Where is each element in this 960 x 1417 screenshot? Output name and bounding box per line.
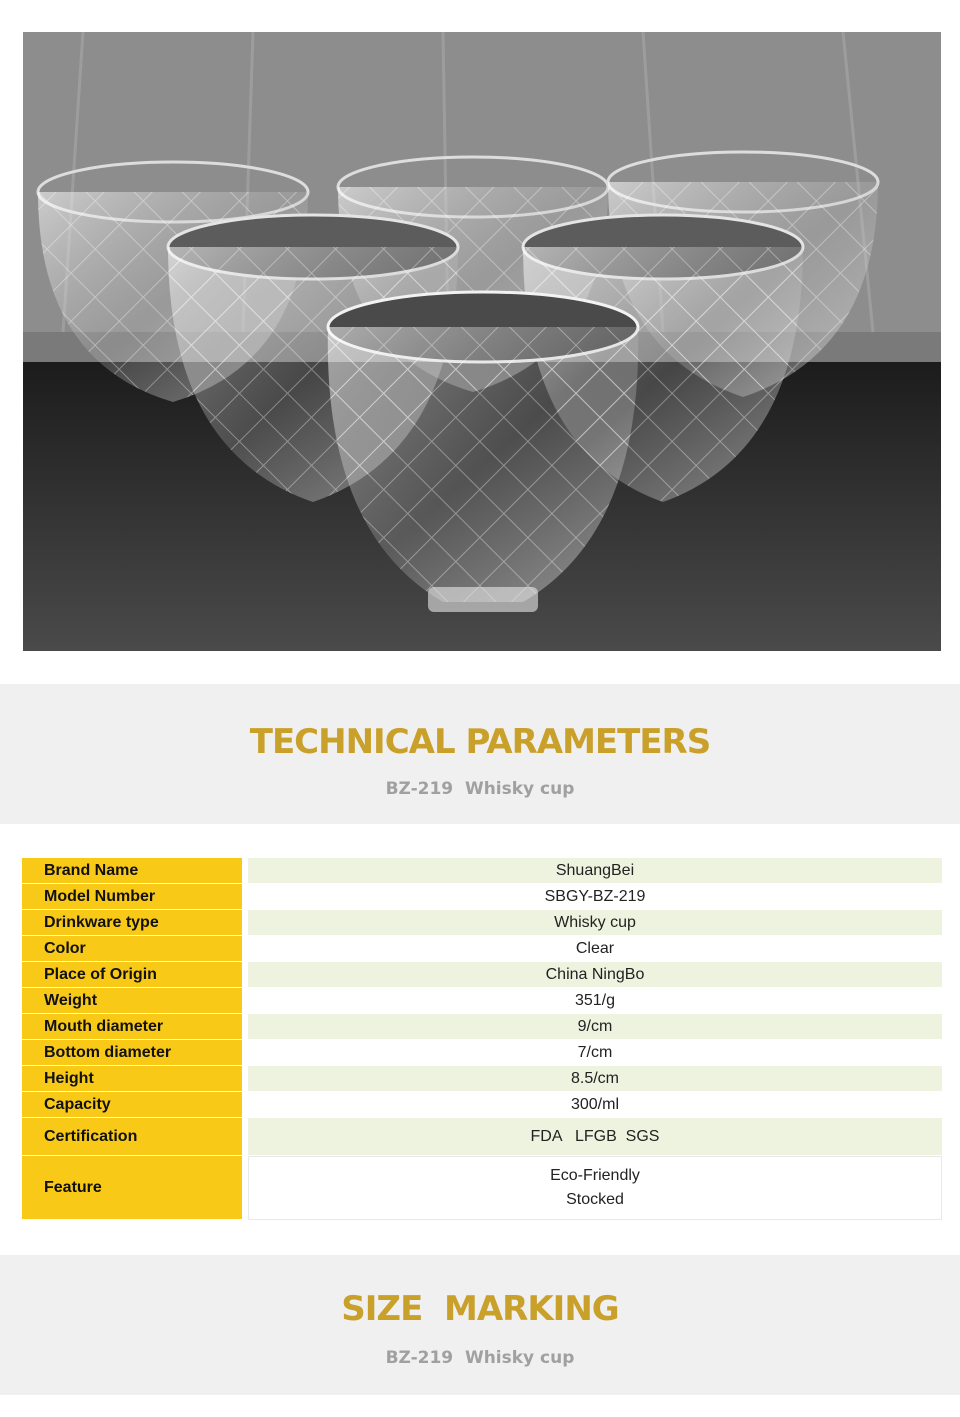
param-label: Color: [22, 936, 242, 962]
feature-values: [248, 1156, 942, 1220]
table-row: [22, 1066, 942, 1092]
param-value: 7/cm: [248, 1040, 942, 1066]
param-value: SBGY-BZ-219: [248, 884, 942, 910]
table-row: [22, 1092, 942, 1118]
param-label: Brand Name: [22, 858, 242, 884]
param-value: 351/g: [248, 988, 942, 1014]
param-value: China NingBo: [248, 962, 942, 988]
param-label: Feature: [22, 1156, 242, 1220]
table-row: [22, 936, 942, 962]
param-value: 8.5/cm: [248, 1066, 942, 1092]
table-row: [22, 1156, 942, 1220]
param-label: Place of Origin: [22, 962, 242, 988]
param-value: ShuangBei: [248, 858, 942, 884]
product-photo: [23, 32, 941, 651]
table-row: [22, 988, 942, 1014]
table-row: [22, 884, 942, 910]
section-subtitle: BZ-219 Whisky cup: [385, 779, 575, 799]
table-row: [22, 962, 942, 988]
param-value: 300/ml: [248, 1092, 942, 1118]
param-label: Height: [22, 1066, 242, 1092]
feature-value: Stocked: [566, 1191, 624, 1208]
param-value: Clear: [248, 936, 942, 962]
table-row: [22, 1014, 942, 1040]
param-value: FDA LFGB SGS: [248, 1118, 942, 1156]
table-row: [22, 858, 942, 884]
table-row: [22, 1118, 942, 1156]
param-label: Certification: [22, 1118, 242, 1156]
size-marking-header: [0, 1255, 960, 1395]
table-row: [22, 910, 942, 936]
section-title: TECHNICAL PARAMETERS: [249, 722, 711, 762]
param-label: Weight: [22, 988, 242, 1014]
param-label: Model Number: [22, 884, 242, 910]
parameters-table: [22, 858, 942, 1220]
param-label: Bottom diameter: [22, 1040, 242, 1066]
param-label: Mouth diameter: [22, 1014, 242, 1040]
table-row: [22, 1040, 942, 1066]
param-value: Whisky cup: [248, 910, 942, 936]
param-label: Capacity: [22, 1092, 242, 1118]
feature-value: Eco-Friendly: [550, 1167, 640, 1184]
param-value: 9/cm: [248, 1014, 942, 1040]
section-subtitle: BZ-219 Whisky cup: [385, 1348, 575, 1368]
section-title: SIZE MARKING: [341, 1289, 619, 1329]
technical-parameters-header: [0, 684, 960, 824]
param-label: Drinkware type: [22, 910, 242, 936]
